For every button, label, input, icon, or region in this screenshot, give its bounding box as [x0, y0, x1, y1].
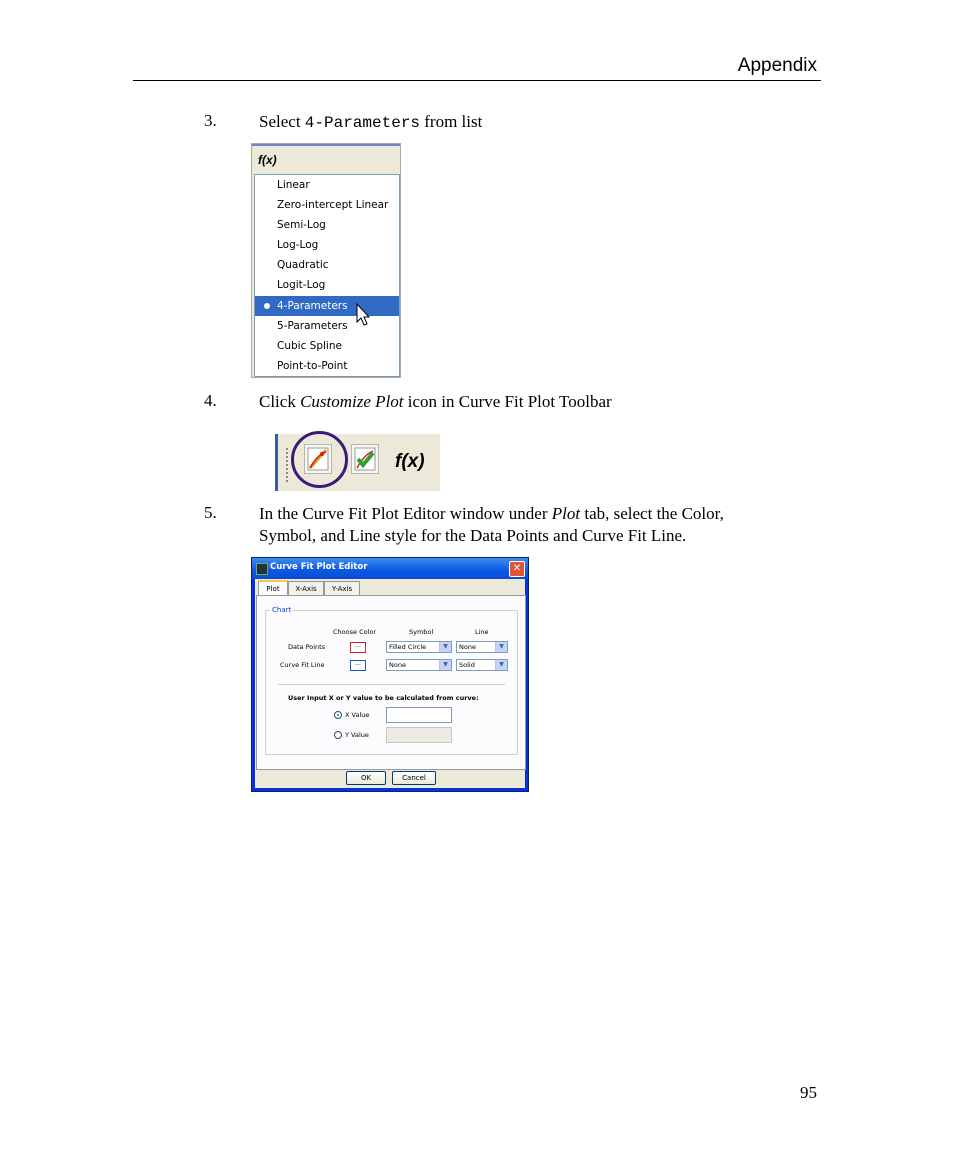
ok-button[interactable]: OK — [346, 771, 386, 785]
list-item[interactable]: Semi-Log — [277, 219, 326, 231]
separator — [278, 684, 505, 685]
curve-fit-plot-editor-dialog — [251, 557, 529, 792]
input-heading: User Input X or Y value to be calculated from curve: — [288, 694, 479, 702]
step-text — [259, 391, 612, 413]
data-points-symbol-select[interactable] — [386, 641, 452, 653]
list-item[interactable]: Cubic Spline — [277, 340, 342, 352]
list-item[interactable]: Point-to-Point — [277, 360, 348, 372]
toolbar-grip — [286, 448, 291, 482]
list-item-selected[interactable] — [255, 296, 399, 316]
y-value-label: Y Value — [345, 731, 369, 739]
highlight-circle — [291, 431, 348, 488]
step-text-part: from list — [420, 112, 483, 131]
header-title: Appendix — [737, 55, 817, 76]
data-points-color-button[interactable]: ... — [350, 642, 366, 653]
y-value-input[interactable] — [386, 727, 452, 743]
code-term: 4-Parameters — [304, 114, 421, 132]
step-text-part: In the Curve Fit Plot Editor window under — [259, 504, 552, 523]
step-text-part: Select — [259, 112, 305, 131]
curve-fit-line-color-button[interactable]: ... — [350, 660, 366, 671]
dialog-title: Curve Fit Plot Editor — [270, 562, 368, 572]
app-icon — [256, 563, 268, 575]
chevron-down-icon: ▼ — [439, 660, 451, 670]
x-value-input[interactable] — [386, 707, 452, 723]
curve-fit-line-symbol-select[interactable] — [386, 659, 452, 671]
list-item-label: 4-Parameters — [277, 300, 348, 312]
x-value-radio[interactable] — [334, 711, 342, 719]
row-label-curve-fit-line: Curve Fit Line — [280, 661, 325, 669]
step-text-line2: Symbol, and Line style for the Data Points and Curve Fit Line. — [259, 526, 687, 545]
cancel-button[interactable]: Cancel — [392, 771, 436, 785]
row-label-data-points: Data Points — [288, 643, 326, 651]
column-header-color: Choose Color — [333, 628, 377, 636]
curve-fit-toolbar-screenshot — [275, 434, 440, 491]
tab-y-axis[interactable]: Y-Axis — [324, 581, 360, 596]
chevron-down-icon: ▼ — [495, 642, 507, 652]
step-text-part: Click — [259, 392, 301, 411]
list-item[interactable]: Zero-intercept Linear — [277, 199, 389, 211]
column-header-line: Line — [475, 628, 489, 636]
chart-group-label: Chart — [272, 606, 292, 614]
chevron-down-icon: ▼ — [495, 660, 507, 670]
page-number: 95 — [800, 1083, 817, 1102]
fx-toolbar-button[interactable]: f(x) — [395, 451, 425, 472]
chevron-down-icon: ▼ — [439, 642, 451, 652]
fx-dropdown-screenshot — [251, 143, 401, 378]
curve-fit-list — [254, 174, 400, 377]
list-item[interactable]: Linear — [277, 179, 310, 191]
list-item[interactable]: 5-Parameters — [277, 320, 348, 332]
chart-group — [265, 606, 518, 755]
panel-border — [252, 144, 400, 146]
mouse-cursor-icon — [356, 303, 370, 327]
y-value-radio[interactable] — [334, 731, 342, 739]
emphasis-term: Plot — [551, 504, 581, 523]
step-number: 3. — [204, 111, 217, 130]
column-header-symbol: Symbol — [409, 628, 434, 636]
dialog-body — [255, 579, 525, 788]
list-item[interactable]: Logit-Log — [277, 279, 326, 291]
list-item[interactable]: Log-Log — [277, 239, 319, 251]
select-value: None — [459, 643, 476, 651]
header-rule — [133, 80, 821, 81]
step-text-part: tab, select the Color, — [580, 504, 724, 523]
plot-tab-panel — [256, 595, 526, 770]
tab-plot[interactable]: Plot — [258, 580, 288, 597]
step-number: 5. — [204, 503, 217, 522]
step-text-part: icon in Curve Fit Plot Toolbar — [403, 392, 612, 411]
select-value: None — [389, 661, 406, 669]
curve-fit-line-line-select[interactable] — [456, 659, 508, 671]
step-text — [259, 111, 482, 134]
curve-check-icon[interactable] — [351, 444, 379, 474]
dialog-titlebar[interactable] — [252, 558, 528, 579]
close-icon[interactable]: ✕ — [509, 561, 525, 577]
bullet-icon — [264, 303, 270, 309]
list-item[interactable]: Quadratic — [277, 259, 329, 271]
select-value: Filled Circle — [389, 643, 427, 651]
data-points-line-select[interactable] — [456, 641, 508, 653]
x-value-label: X Value — [345, 711, 370, 719]
fx-label: f(x) — [258, 153, 277, 167]
step-text — [259, 503, 724, 525]
tab-x-axis[interactable]: X-Axis — [288, 581, 324, 596]
emphasis-term: Customize Plot — [300, 392, 404, 411]
select-value: Solid — [459, 661, 475, 669]
step-number: 4. — [204, 391, 217, 410]
